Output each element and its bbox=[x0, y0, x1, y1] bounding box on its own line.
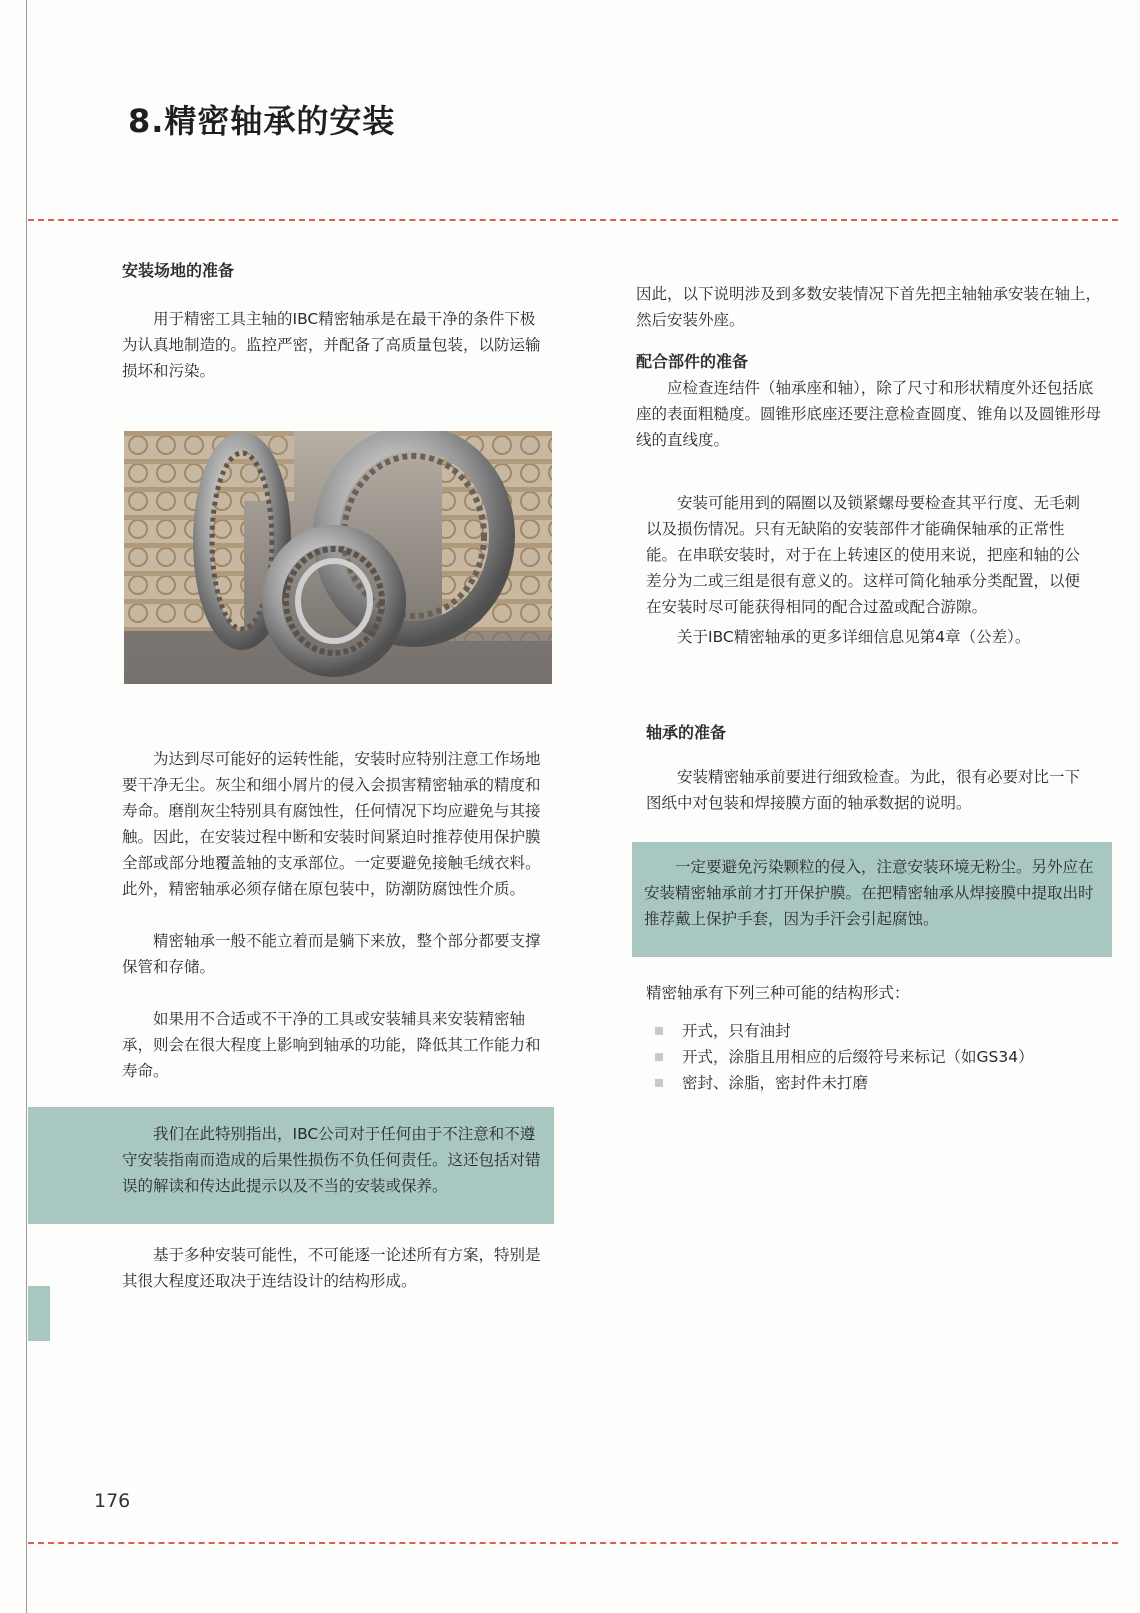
right-paragraph-5: 安装精密轴承前要进行细致检查。为此，很有必要对比一下图纸中对包装和焊接膜方面的轴承数据的说明。 bbox=[646, 768, 1081, 812]
left-paragraph-5: 基于多种安装可能性，不可能逐一论述所有方案，特别是其很大程度还取决于连结设计的结构形成。 bbox=[122, 1246, 541, 1290]
top-dashed-divider bbox=[28, 219, 1118, 221]
bullet-square-icon bbox=[655, 1027, 663, 1035]
left-note-box bbox=[28, 1107, 554, 1224]
side-tab-marker bbox=[28, 1286, 50, 1341]
left-paragraph-4: 如果用不合适或不干净的工具或安装辅具来安装精密轴承，则会在很大程度上影响到轴承的功能，降低其工作能力和寿命。 bbox=[122, 1010, 541, 1080]
right-middle-block bbox=[646, 490, 1088, 650]
left-main-block bbox=[122, 746, 542, 1084]
heading-bearing-preparation: 轴承的准备 bbox=[646, 723, 727, 742]
heading-site-preparation: 安装场地的准备 bbox=[122, 261, 235, 280]
right-bearing-prep-block bbox=[646, 720, 1092, 816]
left-note-text: 我们在此特别指出，IBC公司对于任何由于不注意和不遵守安装指南而造成的后果性损伤不负任何责任。这还包括对错误的解读和传达此提示以及不当的安装或保养。 bbox=[122, 1125, 541, 1195]
right-note-box bbox=[632, 842, 1112, 957]
page-title: 8.精密轴承的安装 bbox=[128, 102, 396, 140]
page-edge-line bbox=[26, 0, 27, 1613]
right-paragraph-2: 应检查连结件（轴承座和轴），除了尺寸和形状精度外还包括底座的表面粗糙度。圆锥形底座还要注意检查圆度、锥角以及圆锥形母线的直线度。 bbox=[636, 379, 1102, 449]
left-final-block bbox=[122, 1242, 542, 1294]
left-paragraph-3: 精密轴承一般不能立着而是躺下来放，整个部分都要支撑保管和存储。 bbox=[122, 932, 541, 976]
right-intro-block bbox=[636, 281, 1104, 453]
structure-form-list bbox=[646, 1018, 1096, 1096]
left-paragraph-1: 用于精密工具主轴的IBC精密轴承是在最干净的条件下极为认真地制造的。监控严密，并配备了高质量包装，以防运输损坏和污染。 bbox=[122, 310, 541, 380]
right-note-text: 一定要避免污染颗粒的侵入，注意安装环境无粉尘。另外应在安装精密轴承前才打开保护膜。在把精密轴承从焊接膜中提取出时推荐戴上保护手套，因为手汗会引起腐蚀。 bbox=[644, 858, 1094, 928]
bullet-square-icon bbox=[655, 1053, 663, 1061]
bullet-square-icon bbox=[655, 1079, 663, 1087]
list-item: 开式，涂脂且用相应的后缀符号来标记（如GS34） bbox=[646, 1044, 1096, 1070]
bottom-dashed-divider bbox=[28, 1542, 1118, 1544]
list-item: 开式，只有油封 bbox=[646, 1018, 1096, 1044]
heading-mating-parts: 配合部件的准备 bbox=[636, 352, 749, 371]
right-paragraph-6: 精密轴承有下列三种可能的结构形式： bbox=[646, 984, 910, 1002]
left-paragraph-2: 为达到尽可能好的运转性能，安装时应特别注意工作场地要干净无尘。灰尘和细小屑片的侵入会损害精密轴承的精度和寿命。磨削灰尘特别具有腐蚀性，任何情况下均应避免与其接触。因此，在安装过程中断和安装时间紧迫时推荐使用保护膜全部或部分地覆盖轴的支承部位。一定要避免接触毛绒衣料。此外，精密轴承必须存储在原包装中，防潮防腐蚀性介质。 bbox=[122, 750, 541, 898]
page-number: 176 bbox=[94, 1490, 131, 1512]
right-forms-block bbox=[646, 980, 1096, 1096]
list-item: 密封、涂脂，密封件未打磨 bbox=[646, 1070, 1096, 1096]
right-paragraph-1: 因此，以下说明涉及到多数安装情况下首先把主轴轴承安装在轴上，然后安装外座。 bbox=[636, 285, 1102, 329]
left-intro-block bbox=[122, 258, 542, 384]
right-paragraph-4: 关于IBC精密轴承的更多详细信息见第4章（公差）。 bbox=[677, 628, 1031, 646]
right-paragraph-3: 安装可能用到的隔圈以及锁紧螺母要检查其平行度、无毛刺以及损伤情况。只有无缺陷的安装部件才能确保轴承的正常性能。在串联安装时，对于在上转速区的使用来说，把座和轴的公差分为二或三组是很有意义的。这样可简化轴承分类配置，以便在安装时尽可能获得相同的配合过盈或配合游隙。 bbox=[646, 494, 1081, 616]
bearing-photo bbox=[124, 431, 552, 684]
